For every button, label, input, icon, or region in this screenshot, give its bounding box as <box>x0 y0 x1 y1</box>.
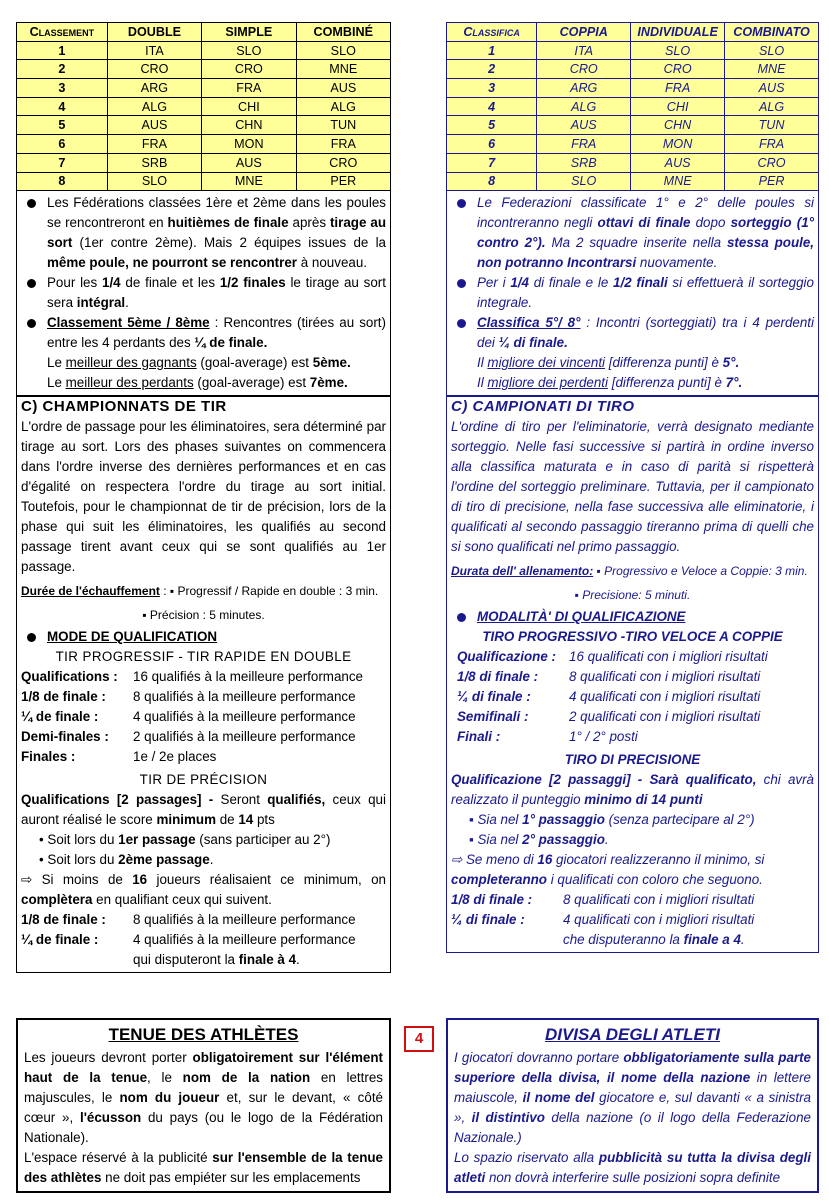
table-row <box>17 135 391 154</box>
qualification-row: ¼ di finale : 4 qualificati con i migliori risultati <box>451 912 755 928</box>
table-cell: ITA <box>537 41 631 60</box>
table-cell: ARG <box>537 79 631 98</box>
table-row <box>17 97 391 116</box>
section-text: L'ordine di tiro per l'eliminatorie, verrà designato mediante sorteggio. Nelle fasi successive si partirà in ordine inverso alla classifica maturata e in caso di parità si rispetterà l'ordine del sorteggio preliminare. Tuttavia, per il campionato di tiro di precisione, nella fase successiva alle eliminatorie, i qualificati al secondo passaggio tireranno prima di quelli che si sono qualificati nel primo passaggio. <box>451 419 814 555</box>
ranking-table <box>446 22 819 191</box>
rules-box <box>16 191 391 396</box>
table-cell: CHI <box>202 97 296 116</box>
page-number: 4 <box>404 1026 434 1052</box>
rule-subitem: Le meilleur des gagnants (goal-average) est 5ème. <box>47 355 351 371</box>
rule-item: Pour les 1/4 de finale et les 1/2 finales le tirage au sort sera intégral. <box>21 273 386 313</box>
table-row <box>17 172 391 191</box>
qualification-row: Finali : 1° / 2° posti <box>457 729 638 745</box>
table-cell: 2 <box>17 60 108 79</box>
rule-item: Classifica 5°/ 8° : Incontri (sorteggiati) tra i 4 perdenti dei ¼ di finale. <box>451 313 814 353</box>
table-header-row <box>447 23 819 42</box>
table-cell: 5 <box>17 116 108 135</box>
table-row <box>17 41 391 60</box>
table-cell: 8 <box>447 172 537 191</box>
table-cell: 7 <box>17 153 108 172</box>
table-cell: AUS <box>725 79 819 98</box>
table-cell: AUS <box>631 153 725 172</box>
table-cell: FRA <box>296 135 390 154</box>
section-title: C) CAMPIONATI DI TIRO <box>451 398 635 416</box>
table-cell: TUN <box>296 116 390 135</box>
table-cell: AUS <box>107 116 201 135</box>
table-cell: CHN <box>202 116 296 135</box>
table-cell: TUN <box>725 116 819 135</box>
table-cell: SRB <box>537 153 631 172</box>
subsection-title: TIR PROGRESSIF - TIR RAPIDE EN DOUBLE <box>55 649 352 665</box>
table-cell: 6 <box>447 135 537 154</box>
qualification-note: che disputeranno la finale a 4. <box>563 932 745 948</box>
table-cell: MON <box>631 135 725 154</box>
qualification-row: 1/8 de finale : 8 qualifiés à la meilleure performance <box>21 689 356 705</box>
qualification-row: Qualifications : 16 qualifiés à la meilleure performance <box>21 669 363 685</box>
table-header: COMBINATO <box>725 23 819 42</box>
table-row <box>447 97 819 116</box>
table-cell: CRO <box>631 60 725 79</box>
table-row <box>447 116 819 135</box>
table-cell: 1 <box>17 41 108 60</box>
table-cell: FRA <box>725 135 819 154</box>
table-cell: 3 <box>17 79 108 98</box>
rule-item: Per i 1/4 di finale e le 1/2 finali si effettuerà il sorteggio integrale. <box>451 273 814 313</box>
table-cell: 4 <box>447 97 537 116</box>
table-cell: PER <box>725 172 819 191</box>
qualification-row: ¼ de finale : 4 qualifiés à la meilleure performance <box>21 932 356 948</box>
table-cell: ALG <box>725 97 819 116</box>
table-header: SIMPLE <box>202 23 296 42</box>
warmup-line: Durata dell' allenamento: ▪ Progressivo e Veloce a Coppie: 3 min. <box>451 564 808 579</box>
table-cell: 6 <box>17 135 108 154</box>
box-title: TENUE DES ATHLÈTES <box>108 1025 299 1044</box>
table-row <box>447 172 819 191</box>
table-cell: CRO <box>202 60 296 79</box>
qualification-row: ¼ di finale : 4 qualificati con i migliori risultati <box>457 689 761 705</box>
warmup-line: Durée de l'échauffement : ▪ Progressif / Rapide en double : 3 min. <box>21 584 379 599</box>
table-cell: ALG <box>107 97 201 116</box>
shooting-section <box>16 396 391 973</box>
subsection-title: TIR DE PRÉCISION <box>139 772 268 788</box>
table-cell: SLO <box>296 41 390 60</box>
table-cell: 3 <box>447 79 537 98</box>
italian-column <box>446 22 819 953</box>
table-cell: 2 <box>447 60 537 79</box>
precision-option: • Soit lors du 1er passage (sans participer au 2°) <box>39 832 331 848</box>
table-header: COMBINÉ <box>296 23 390 42</box>
table-cell: ARG <box>107 79 201 98</box>
table-cell: CRO <box>725 153 819 172</box>
precision-option: • Soit lors du 2ème passage. <box>39 852 214 868</box>
qualification-row: 1/8 di finale : 8 qualificati con i migliori risultati <box>451 892 755 908</box>
precision-rule: Qualifications [2 passages] - Seront qualifiés, ceux qui auront réalisé le score minimum de 14 pts <box>21 792 386 828</box>
table-cell: SRB <box>107 153 201 172</box>
table-cell: SLO <box>202 41 296 60</box>
table-header: DOUBLE <box>107 23 201 42</box>
table-cell: CRO <box>296 153 390 172</box>
athlete-attire-box-it <box>446 1018 819 1193</box>
table-cell: FRA <box>631 79 725 98</box>
table-header: COPPIA <box>537 23 631 42</box>
table-cell: 5 <box>447 116 537 135</box>
qualification-row: Semifinali : 2 qualificati con i migliori risultati <box>457 709 761 725</box>
table-cell: SLO <box>725 41 819 60</box>
table-cell: CHI <box>631 97 725 116</box>
precision-option: ▪ Sia nel 2° passaggio. <box>469 832 609 848</box>
subsection-title: TIRO PROGRESSIVO -TIRO VELOCE A COPPIE <box>482 629 783 645</box>
table-cell: SLO <box>107 172 201 191</box>
table-cell: 1 <box>447 41 537 60</box>
table-cell: 4 <box>17 97 108 116</box>
french-column <box>16 22 391 973</box>
ranking-table <box>16 22 391 191</box>
rule-subitem: Il migliore dei perdenti [differenza punti] è 7°. <box>477 375 743 391</box>
table-header: INDIVIDUALE <box>631 23 725 42</box>
table-cell: MON <box>202 135 296 154</box>
rule-item: Le Federazioni classificate 1° e 2° delle poules si incontreranno negli ottavi di finale dopo sorteggio (1° contro 2°). Ma 2 squadre inserite nella stessa poule, non potranno Incontrarsi nuovamente. <box>451 193 814 273</box>
precision-option: ▪ Sia nel 1° passaggio (senza partecipare al 2°) <box>469 812 755 828</box>
table-cell: ITA <box>107 41 201 60</box>
athlete-attire-box-fr <box>16 1018 391 1193</box>
table-row <box>447 79 819 98</box>
table-cell: 8 <box>17 172 108 191</box>
shooting-section <box>446 396 819 953</box>
table-cell: AUS <box>202 153 296 172</box>
table-cell: PER <box>296 172 390 191</box>
rule-item: Les Fédérations classées 1ère et 2ème dans les poules se rencontreront en huitièmes de finale après tirage au sort (1er contre 2ème). Mais 2 équipes issues de la même poule, ne pourront se rencontrer à nouveau. <box>21 193 386 273</box>
qualification-row: 1/8 de finale : 8 qualifiés à la meilleure performance <box>21 912 356 928</box>
precision-note: ⇨ Si moins de 16 joueurs réalisaient ce minimum, on complètera en qualifiant ceux qui suivent. <box>21 872 386 908</box>
table-row <box>17 79 391 98</box>
table-header: Classement <box>17 23 108 42</box>
table-row <box>447 153 819 172</box>
table-row <box>17 60 391 79</box>
section-title: C) CHAMPIONNATS DE TIR <box>21 398 227 416</box>
box-text: I giocatori dovranno portare obbligatoriamente sulla parte superiore della divisa, il nome della nazione in lettere maiuscole, il nome del giocatore e, sul davanti « a sinistra », il distintivo della nazione (o il logo della Federazione Nazionale.) <box>454 1050 812 1145</box>
warmup-line: ▪ Précision : 5 minutes. <box>142 608 265 623</box>
qualification-row: ¼ de finale : 4 qualifiés à la meilleure performance <box>21 709 356 725</box>
table-row <box>17 116 391 135</box>
table-row <box>17 153 391 172</box>
table-cell: CHN <box>631 116 725 135</box>
box-text: L'espace réservé à la publicité sur l'ensemble de la tenue des athlètes ne doit pas empiéter sur les emplacements <box>24 1150 384 1185</box>
table-cell: MNE <box>631 172 725 191</box>
rules-box <box>446 191 819 396</box>
subsection-title: TIRO DI PRECISIONE <box>564 752 701 768</box>
table-header-row <box>17 23 391 42</box>
table-cell: SLO <box>631 41 725 60</box>
table-cell: CRO <box>107 60 201 79</box>
precision-note: ⇨ Se meno di 16 giocatori realizzeranno il minimo, si completeranno i qualificati con coloro che seguono. <box>451 852 765 888</box>
box-text: Lo spazio riservato alla pubblicità su tutta la divisa degli atleti non dovrà interferire sulle posizioni sopra definite <box>454 1150 811 1185</box>
table-header: Classifica <box>447 23 537 42</box>
table-cell: MNE <box>296 60 390 79</box>
table-cell: ALG <box>537 97 631 116</box>
qualification-row: 1/8 di finale : 8 qualificati con i migliori risultati <box>457 669 761 685</box>
precision-rule: Qualificazione [2 passaggi] - Sarà qualificato, chi avrà realizzato il punteggio minimo di 14 punti <box>451 772 814 808</box>
table-cell: 7 <box>447 153 537 172</box>
table-cell: CRO <box>537 60 631 79</box>
table-row <box>447 60 819 79</box>
table-cell: FRA <box>107 135 201 154</box>
table-cell: FRA <box>537 135 631 154</box>
table-cell: SLO <box>537 172 631 191</box>
box-title: DIVISA DEGLI ATLETI <box>544 1025 721 1044</box>
table-cell: MNE <box>202 172 296 191</box>
qualification-heading: MODE DE QUALIFICATION <box>21 627 386 647</box>
table-row <box>447 135 819 154</box>
table-cell: AUS <box>296 79 390 98</box>
table-cell: FRA <box>202 79 296 98</box>
table-cell: ALG <box>296 97 390 116</box>
qualification-heading: MODALITÀ' DI QUALIFICAZIONE <box>451 607 814 627</box>
qualification-row: Demi-finales : 2 qualifiés à la meilleure performance <box>21 729 356 745</box>
table-cell: MNE <box>725 60 819 79</box>
section-text: L'ordre de passage pour les éliminatoires, sera déterminé par tirage au sort. Lors des phases suivantes on commencera dans l'ordre inverse des dernières performances et en cas d'égalité on respectera l'ordre du tirage au sort initial. Toutefois, pour le championnat de tir de précision, lors de la phase qui suit les éliminatoires, les qualifiés au second passage tirent avant ceux qui se sont qualifiés au 1er passage. <box>21 419 386 575</box>
qualification-row: Qualificazione : 16 qualificati con i migliori risultati <box>457 649 768 665</box>
table-cell: AUS <box>537 116 631 135</box>
rule-item: Classement 5ème / 8ème : Rencontres (tirées au sort) entre les 4 perdants des ¼ de finale. <box>21 313 386 353</box>
warmup-line: ▪ Precisione: 5 minuti. <box>574 588 691 603</box>
qualification-note: qui disputeront la finale à 4. <box>133 952 300 968</box>
box-text: Les joueurs devront porter obligatoirement sur l'élément haut de la tenue, le nom de la nation en lettres majuscules, le nom du joueur et, sur le devant, « côté cœur », l'écusson du pays (ou le logo de la Fédération Nationale). <box>24 1050 383 1145</box>
qualification-row: Finales : 1e / 2e places <box>21 749 217 765</box>
table-row <box>447 41 819 60</box>
rule-subitem: Le meilleur des perdants (goal-average) est 7ème. <box>47 375 348 391</box>
rule-subitem: Il migliore dei vincenti [differenza punti] è 5°. <box>477 355 740 371</box>
